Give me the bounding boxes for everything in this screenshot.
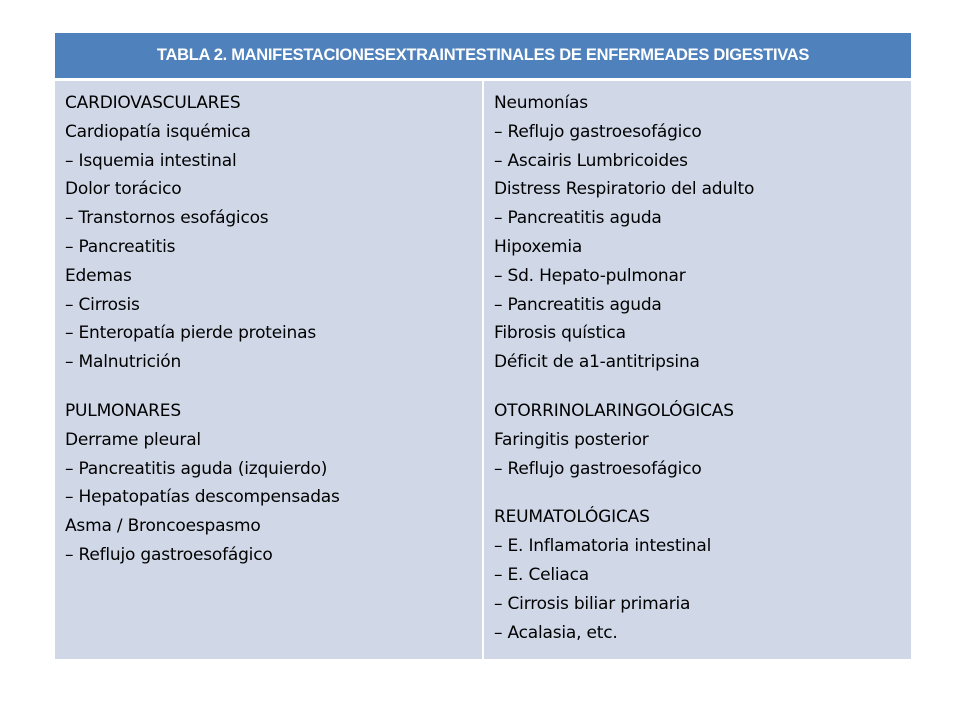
table-title: TABLA 2. MANIFESTACIONESEXTRAINTESTINALES DE ENFERMEADES DIGESTIVAS <box>55 33 911 80</box>
cell-line: Edemas <box>65 265 132 286</box>
table-body-row <box>55 80 911 659</box>
cell-line: – Acalasia, etc. <box>494 622 618 643</box>
left-cell <box>55 80 483 659</box>
cell-line: – Transtornos esofágicos <box>65 208 269 229</box>
cell-line: OTORRINOLARINGOLÓGICAS <box>494 400 734 421</box>
cell-line: – Pancreatitis aguda <box>494 208 662 229</box>
cell-line: – Hepatopatías descompensadas <box>65 487 340 508</box>
table-header-row <box>55 33 911 80</box>
cell-line: – Cirrosis <box>65 294 140 315</box>
cell-line: Asma / Broncoespasmo <box>65 516 261 537</box>
cell-line: – E. Celiaca <box>494 564 590 585</box>
cell-line: – Reflujo gastroesofágico <box>65 544 273 565</box>
cell-line: – Reflujo gastroesofágico <box>494 458 702 479</box>
cell-line: Faringitis posterior <box>494 429 649 450</box>
cell-line: Neumonías <box>494 93 588 113</box>
cell-line: – Reflujo gastroesofágico <box>494 121 702 142</box>
right-cell <box>483 80 911 659</box>
cell-line: PULMONARES <box>65 400 181 421</box>
cell-line: CARDIOVASCULARES <box>65 93 241 113</box>
left-cell-lines <box>65 89 482 570</box>
cell-line: Fibrosis quística <box>494 323 626 344</box>
right-cell-lines <box>494 89 911 647</box>
cell-line: – Sd. Hepato-pulmonar <box>494 265 686 286</box>
cell-line: – Ascairis Lumbricoides <box>494 150 688 171</box>
cell-line: Distress Respiratorio del adulto <box>494 179 755 200</box>
cell-line: – Cirrosis biliar primaria <box>494 593 691 614</box>
cell-line: – E. Inflamatoria intestinal <box>494 536 712 557</box>
cell-line: Derrame pleural <box>65 429 201 450</box>
cell-line: – Isquemia intestinal <box>65 150 237 171</box>
manifestations-table <box>55 33 911 659</box>
cell-line: – Pancreatitis aguda <box>494 294 662 315</box>
cell-spacer <box>494 377 911 397</box>
cell-spacer <box>494 483 911 503</box>
cell-line: REUMATOLÓGICAS <box>494 507 650 528</box>
cell-line: – Pancreatitis aguda (izquierdo) <box>65 458 328 479</box>
cell-line: Déficit de a1-antitripsina <box>494 352 700 373</box>
cell-line: Dolor torácico <box>65 179 182 200</box>
cell-spacer <box>65 377 482 397</box>
cell-line: – Pancreatitis <box>65 236 176 257</box>
cell-line: – Enteropatía pierde proteinas <box>65 323 317 344</box>
cell-line: Hipoxemia <box>494 236 583 257</box>
cell-line: – Malnutrición <box>65 352 182 373</box>
cell-line: Cardiopatía isquémica <box>65 121 251 142</box>
